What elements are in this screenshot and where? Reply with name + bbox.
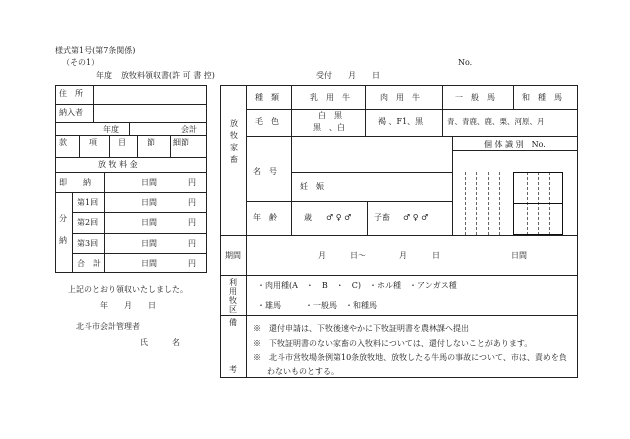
- color-milk-2: 黒 、白: [313, 123, 345, 132]
- age-label: 年 齢: [253, 213, 277, 222]
- receipt-date: 年 月 日: [100, 301, 156, 310]
- form-sub: （その1）: [62, 58, 100, 67]
- received-month: 月: [348, 71, 356, 80]
- age-unit: 歳: [304, 213, 312, 222]
- color-label: 毛 色: [255, 117, 279, 126]
- received-label: 受付: [316, 71, 332, 80]
- days-total: 日間: [141, 259, 157, 268]
- yen-3: 円: [188, 239, 196, 248]
- calves-sex-symbols: ♂ ♀ ♂: [403, 213, 429, 222]
- color-general: 青、青鹿、鹿、栗、河原、月: [447, 117, 545, 126]
- id-header: 個 体 識 別 No.: [484, 140, 546, 149]
- period-label: 期間: [225, 251, 241, 260]
- received-day: 日: [372, 71, 380, 80]
- immediate-days: 日間: [141, 178, 157, 187]
- name-label: 氏 名: [140, 338, 180, 347]
- saisetsu-label: 細節: [173, 138, 189, 147]
- yen-total: 円: [188, 259, 196, 268]
- type-native-horse: 和 種 馬: [522, 93, 562, 102]
- period-month-2: 月: [399, 251, 407, 260]
- name-field-label: 名 号: [253, 167, 277, 176]
- manager-label: 北斗市会計管理者: [76, 322, 140, 331]
- receipt-line: 上記のとおり領収いたしました。: [68, 285, 188, 294]
- period-month-1: 月: [318, 251, 326, 260]
- title-year: 年度: [96, 71, 112, 80]
- immediate-label: 即 納: [59, 178, 91, 187]
- note-3: ※ 北斗市営牧場条例第10条放牧地、放牧したる牛馬の事故について、市は、責めを負: [253, 353, 567, 362]
- yen-1: 円: [188, 198, 196, 207]
- calves-label: 子畜: [374, 213, 390, 222]
- period-day-2: 日: [432, 251, 440, 260]
- installment-total: 合 計: [77, 259, 101, 268]
- note-1: ※ 還付申請は、下牧後速やかに下牧証明書を農林課へ提出: [253, 324, 469, 333]
- remarks-label-top: 備: [229, 318, 237, 327]
- color-milk-1: 白 黒: [318, 111, 342, 120]
- note-4: わないものとする。: [267, 367, 339, 376]
- payer-label: 納入者: [59, 108, 83, 117]
- yen-2: 円: [188, 218, 196, 227]
- period-day-from: 日～: [350, 251, 366, 260]
- installment-3: 第3回: [77, 239, 99, 248]
- setsu-label: 節: [147, 138, 155, 147]
- form-id: 様式第1号(第7条関係): [55, 46, 136, 55]
- address-label: 住 所: [59, 89, 83, 98]
- type-label: 種 類: [255, 93, 279, 102]
- color-beef: 褐 、F1、黒: [378, 117, 424, 126]
- kan-label: 款: [59, 138, 67, 147]
- note-2: ※ 下牧証明書のない家畜の入牧料については、還付しないことがあります。: [253, 339, 533, 348]
- use-line-2: ・雄馬 ・一般馬 ・和種馬: [257, 301, 377, 310]
- remarks-label-bottom: 考: [229, 365, 237, 374]
- use-label: 利 用 牧 区: [229, 278, 237, 314]
- days-3: 日間: [141, 239, 157, 248]
- fiscal-year-label: 年度: [103, 125, 119, 134]
- installment-2: 第2回: [77, 218, 99, 227]
- split-label: 分 納: [59, 214, 67, 245]
- type-milk: 乳 用 牛: [310, 93, 350, 102]
- days-2: 日間: [141, 218, 157, 227]
- account-label: 会計: [181, 125, 197, 134]
- days-1: 日間: [141, 198, 157, 207]
- kou-label: 項: [89, 138, 97, 147]
- moku-label: 目: [118, 138, 126, 147]
- no-label: No.: [458, 58, 473, 67]
- type-beef: 肉 用 牛: [380, 93, 420, 102]
- livestock-label: 放 牧 家 畜: [230, 119, 238, 164]
- grazing-fee-label: 放 牧 料 金: [98, 160, 138, 169]
- sex-symbols: ♂ ♀ ♂: [326, 213, 352, 222]
- use-line-1: ・肉用種(A ・ B ・ C) ・ホル種 ・アンガス種: [257, 281, 457, 290]
- page-title: 放牧料領収書(許 可 書 控): [121, 71, 215, 80]
- installment-1: 第1回: [77, 198, 99, 207]
- pregnant-label: 妊 娠: [300, 182, 324, 191]
- type-general-horse: 一 般 馬: [455, 93, 495, 102]
- period-days: 日間: [511, 251, 527, 260]
- immediate-yen: 円: [188, 178, 196, 187]
